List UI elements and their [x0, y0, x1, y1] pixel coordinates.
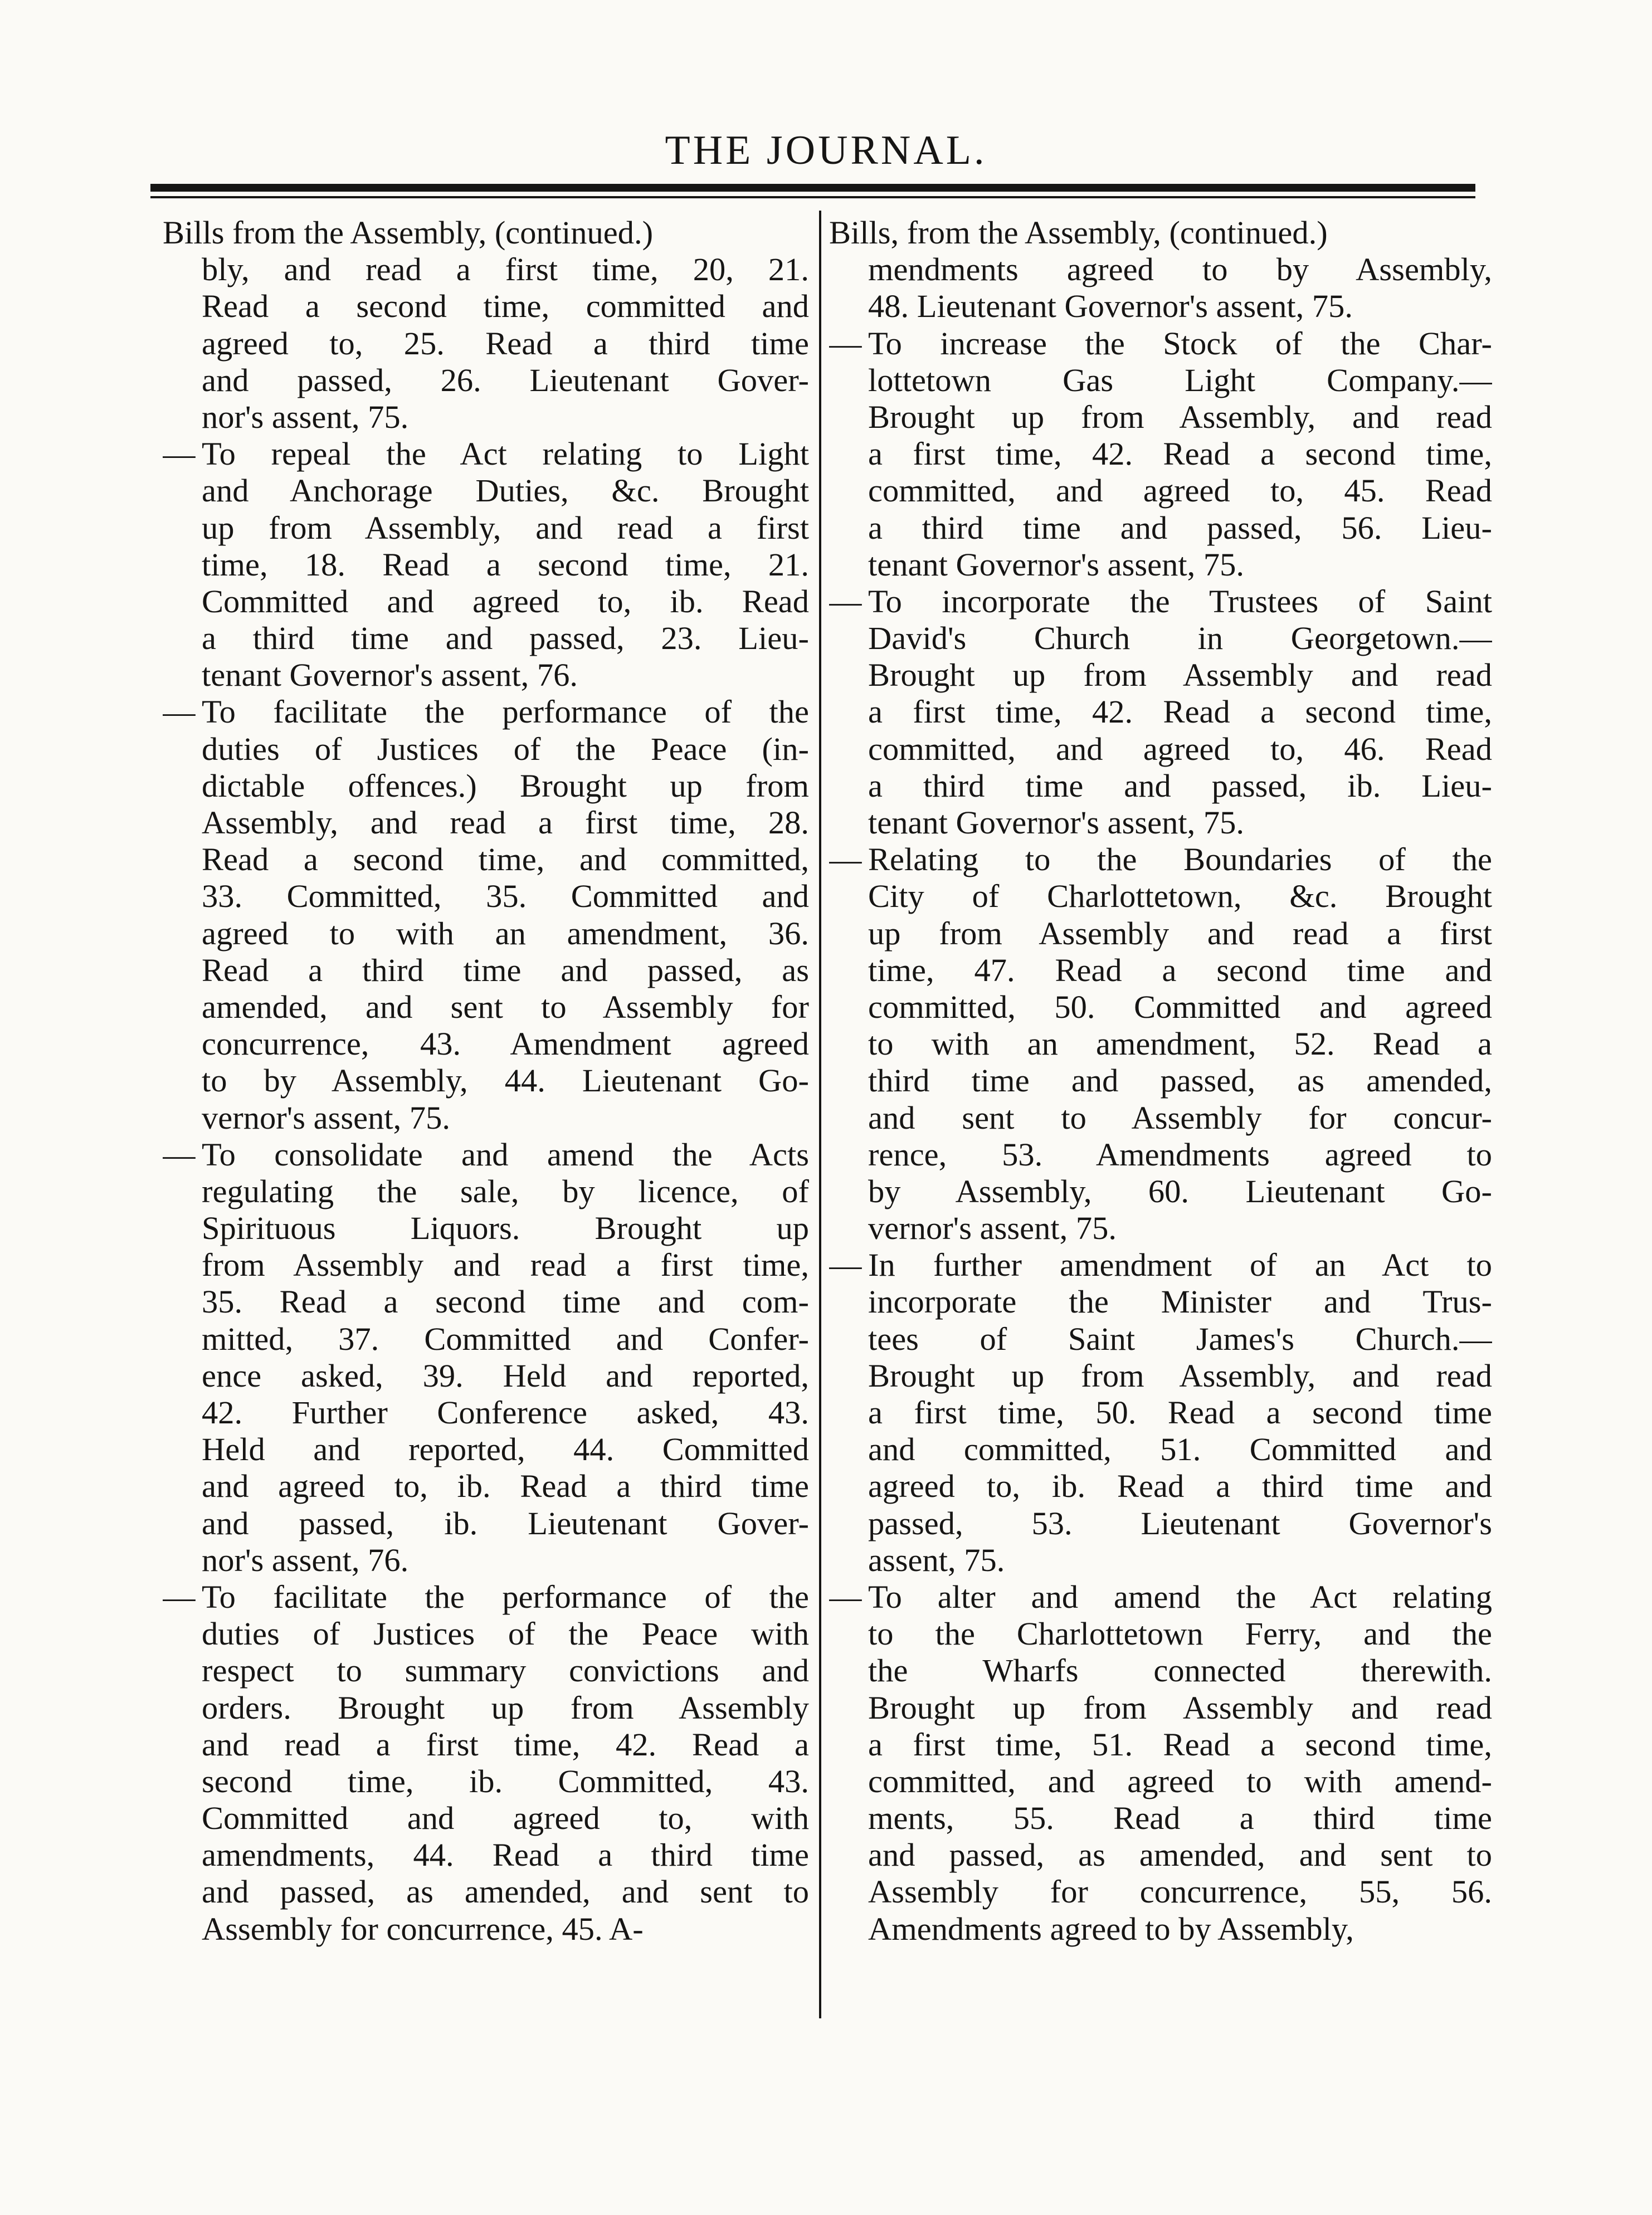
text-line: tenant Governor's assent, 76. — [202, 657, 578, 694]
column-heading: Bills from the Assembly, (continued.) — [163, 214, 654, 251]
text-line: assent, 75. — [868, 1541, 1005, 1578]
column-heading: Bills, from the Assembly, (continued.) — [829, 214, 1328, 251]
text-line: nor's assent, 76. — [202, 1541, 409, 1578]
text-line: Read a second time, and committed, — [202, 841, 809, 878]
bill-entry — [829, 1247, 1492, 1579]
right-column — [829, 214, 1492, 1948]
text-line: to the Charlottetown Ferry, and the — [868, 1616, 1492, 1652]
text-line: vernor's assent, 75. — [868, 1210, 1117, 1247]
text-line: City of Charlottetown, &c. Brought — [868, 878, 1492, 915]
text-span: To alter and amend the Act relating — [868, 1578, 1492, 1615]
text-line: and passed, as amended, and sent to — [868, 1837, 1492, 1874]
text-line — [829, 841, 1492, 878]
text-line: and sent to Assembly for concur- — [868, 1099, 1492, 1136]
bill-entry — [163, 1579, 809, 1948]
continuation-entry — [829, 251, 1492, 325]
text-span: To repeal the Act relating to Light — [202, 436, 809, 472]
text-span: To consolidate and amend the Acts — [202, 1136, 809, 1173]
text-line: the Wharfs connected therewith. — [868, 1652, 1492, 1689]
text-line: incorporate the Minister and Trus- — [868, 1284, 1492, 1320]
text-line: rence, 53. Amendments agreed to — [868, 1136, 1492, 1173]
text-line — [163, 1136, 809, 1173]
text-line — [163, 436, 809, 472]
entry-dash: — — [829, 841, 862, 878]
text-span: Relating to the Boundaries of the — [868, 841, 1492, 878]
text-line: Committed and agreed to, ib. Read — [202, 583, 809, 619]
bill-entry — [829, 1579, 1492, 1948]
text-line: a first time, 42. Read a second time, — [868, 694, 1492, 730]
text-line: dictable offences.) Brought up from — [202, 767, 809, 804]
header-rule-thin — [150, 196, 1475, 198]
text-line: Brought up from Assembly, and read — [868, 1357, 1492, 1394]
text-line: lottetown Gas Light Company.— — [868, 362, 1492, 398]
text-line: 48. Lieutenant Governor's assent, 75. — [868, 288, 1353, 325]
text-line: a first time, 42. Read a second time, — [868, 436, 1492, 472]
text-line: 42. Further Conference asked, 43. — [202, 1394, 809, 1431]
bill-entry — [829, 841, 1492, 1247]
text-line: committed, and agreed to, 46. Read — [868, 730, 1492, 767]
text-line — [163, 694, 809, 730]
text-line: bly, and read a first time, 20, 21. — [202, 251, 809, 288]
text-line: third time and passed, as amended, — [868, 1062, 1492, 1099]
entry-dash: — — [829, 583, 862, 619]
entry-dash: — — [829, 325, 862, 362]
text-line: Brought up from Assembly and read — [868, 657, 1492, 694]
text-line: 35. Read a second time and com- — [202, 1284, 809, 1320]
text-line: duties of Justices of the Peace with — [202, 1616, 809, 1652]
left-column — [163, 214, 809, 1948]
text-line: to by Assembly, 44. Lieutenant Go- — [202, 1062, 809, 1099]
text-line — [163, 1579, 809, 1616]
bill-entry — [829, 583, 1492, 841]
text-line: duties of Justices of the Peace (in- — [202, 730, 809, 767]
text-line: regulating the sale, by licence, of — [202, 1173, 809, 1209]
text-line: vernor's assent, 75. — [202, 1099, 450, 1136]
text-line: Assembly for concurrence, 55, 56. — [868, 1874, 1492, 1910]
text-span: To facilitate the performance of the — [202, 694, 809, 730]
text-line: tenant Governor's assent, 75. — [868, 546, 1245, 583]
text-line: time, 18. Read a second time, 21. — [202, 546, 809, 583]
entry-dash: — — [163, 694, 196, 730]
text-line: Read a second time, committed and — [202, 288, 809, 325]
text-line: a third time and passed, ib. Lieu- — [868, 767, 1492, 804]
text-span: To increase the Stock of the Char- — [868, 325, 1492, 362]
text-line: committed, 50. Committed and agreed — [868, 988, 1492, 1025]
text-line: and agreed to, ib. Read a third time — [202, 1468, 809, 1505]
text-line — [829, 583, 1492, 620]
text-line: Committed and agreed to, with — [202, 1800, 809, 1837]
text-line: to with an amendment, 52. Read a — [868, 1026, 1492, 1062]
text-line: respect to summary convictions and — [202, 1652, 809, 1689]
text-line: agreed to, 25. Read a third time — [202, 325, 809, 362]
text-line: ments, 55. Read a third time — [868, 1800, 1492, 1837]
text-line: committed, and agreed to with amend- — [868, 1763, 1492, 1799]
entry-dash: — — [163, 436, 196, 472]
header-rule-thick — [150, 184, 1475, 192]
text-line: and committed, 51. Committed and — [868, 1431, 1492, 1468]
text-line: tees of Saint James's Church.— — [868, 1320, 1492, 1357]
text-line: mitted, 37. Committed and Confer- — [202, 1320, 809, 1357]
text-line: and passed, ib. Lieutenant Gover- — [202, 1505, 809, 1541]
text-line: up from Assembly and read a first — [868, 915, 1492, 952]
text-line: amendments, 44. Read a third time — [202, 1837, 809, 1874]
text-line: Assembly for concurrence, 45. A- — [202, 1910, 644, 1947]
text-line: and passed, as amended, and sent to — [202, 1874, 809, 1910]
text-line: and read a first time, 42. Read a — [202, 1726, 809, 1763]
text-line: a first time, 50. Read a second time — [868, 1394, 1492, 1431]
text-line: up from Assembly, and read a first — [202, 509, 809, 546]
text-line: passed, 53. Lieutenant Governor's — [868, 1505, 1492, 1541]
text-span: To facilitate the performance of the — [202, 1578, 809, 1615]
continuation-entry — [163, 251, 809, 436]
text-line: agreed to with an amendment, 36. — [202, 915, 809, 952]
text-line: nor's assent, 75. — [202, 398, 409, 435]
text-line: amended, and sent to Assembly for — [202, 988, 809, 1025]
bill-entry — [163, 436, 809, 694]
text-line: tenant Governor's assent, 75. — [868, 804, 1245, 841]
text-line: 33. Committed, 35. Committed and — [202, 878, 809, 915]
text-line — [829, 1247, 1492, 1284]
entry-dash: — — [163, 1136, 196, 1173]
text-line: Brought up from Assembly, and read — [868, 398, 1492, 435]
text-line: and passed, 26. Lieutenant Gover- — [202, 362, 809, 398]
text-line: from Assembly and read a first time, — [202, 1247, 809, 1284]
text-line: orders. Brought up from Assembly — [202, 1689, 809, 1726]
text-line: committed, and agreed to, 45. Read — [868, 472, 1492, 509]
text-line: mendments agreed to by Assembly, — [868, 251, 1492, 288]
text-line — [829, 325, 1492, 362]
text-line: Amendments agreed to by Assembly, — [868, 1910, 1354, 1947]
text-line: Assembly, and read a first time, 28. — [202, 804, 809, 841]
column-divider — [819, 211, 821, 2018]
text-line: and Anchorage Duties, &c. Brought — [202, 472, 809, 509]
text-line: concurrence, 43. Amendment agreed — [202, 1026, 809, 1062]
text-line: a first time, 51. Read a second time, — [868, 1726, 1492, 1763]
text-line: Brought up from Assembly and read — [868, 1689, 1492, 1726]
entry-dash: — — [163, 1578, 196, 1615]
entry-dash: — — [829, 1247, 862, 1284]
text-span: To incorporate the Trustees of Saint — [868, 583, 1492, 619]
text-span: In further amendment of an Act to — [868, 1247, 1492, 1284]
entries — [829, 325, 1492, 1948]
text-line — [829, 1579, 1492, 1616]
text-line: David's Church in Georgetown.— — [868, 620, 1492, 657]
text-line: a third time and passed, 23. Lieu- — [202, 620, 809, 657]
text-line: a third time and passed, 56. Lieu- — [868, 509, 1492, 546]
text-line: ence asked, 39. Held and reported, — [202, 1357, 809, 1394]
text-line: Held and reported, 44. Committed — [202, 1431, 809, 1468]
text-line: second time, ib. Committed, 43. — [202, 1763, 809, 1799]
text-line: by Assembly, 60. Lieutenant Go- — [868, 1173, 1492, 1209]
running-head: THE JOURNAL. — [665, 128, 987, 173]
entry-dash: — — [829, 1578, 862, 1615]
text-line: time, 47. Read a second time and — [868, 952, 1492, 988]
text-line: Spirituous Liquors. Brought up — [202, 1210, 809, 1247]
bill-entry — [163, 1136, 809, 1579]
text-line: agreed to, ib. Read a third time and — [868, 1468, 1492, 1505]
bill-entry — [829, 325, 1492, 583]
bill-entry — [163, 694, 809, 1136]
text-line: Read a third time and passed, as — [202, 952, 809, 988]
entries — [163, 436, 809, 1948]
